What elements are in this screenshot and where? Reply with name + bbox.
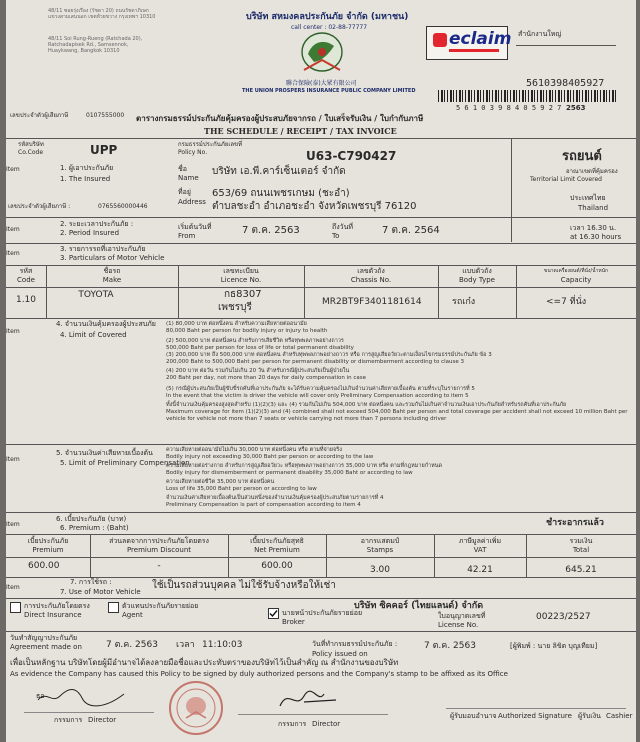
premium-value: 600.00 [28,561,60,571]
insured-tax-label: เลขประจำตัวผู้เสียภาษี : [8,203,71,210]
license-label-th: ใบอนุญาตเลขที่ [438,612,486,620]
company-name-en: THE UNION PROSPERS INSURANCE PUBLIC COMPANY LIMITED [242,88,416,94]
period-time-en: at 16.30 hours [570,233,622,241]
col-code-th: รหัส [19,267,33,275]
cover-line-4: (4) 200 บาท ต่อวัน รวมกันไม่เกิน 20 วัน สำหรับกรณีผู้ประสบภัยเป็นผู้ป่วยใน 200 Baht per day, not more than 20 days for daily compensation in case [166,368,367,381]
agreement-date: 7 ต.ค. 2563 [106,640,158,650]
prelim-line-3: ความเสียหายต่อชีวิต 35,000 บาท ต่อหนึ่งคน Loss of life 35,000 Baht per person or according to law [166,479,317,492]
agent-th: ตัวแทนประกันภัยรายย่อย [122,602,199,610]
use-value: ใช้เป็นรถส่วนบุคคล ไม่ใช้รับจ้างหรือให้เช่า [152,580,336,591]
branch-label: สำนักงานใหญ่ [518,30,562,38]
premium-label-en: 6. Premium : (Baht) [60,524,129,532]
agreement-label-th: วันทำสัญญาประกันภัย [10,634,78,642]
col-stamps-th: อากรแสตมป์ [360,537,400,545]
serial-number: 5610398405927 [526,78,605,89]
issued-label-th: วันที่ทำกรมธรรม์ประกันภัย : [312,640,398,648]
col-net-en: Net Premium [254,546,300,554]
agreement-time-label: เวลา [176,640,195,650]
col-premium-en: Premium [32,546,64,554]
prelim-label-en: 5. Limit of Preliminary Compensation [60,459,190,467]
policy-no-label-th: กรมธรรม์ประกันภัยเลขที่ [178,141,243,148]
prelim-line-4: จำนวนเงินค่าเสียหายเบื้องต้นเป็นส่วนหนึ่งของจำนวนเงินคุ้มครองผู้ประสบภัยตามรายการที่ 4 Preliminary Compensation is part of compensation according to item 4 [166,495,384,508]
vehicle-licence-1: กธ8307 [224,289,262,300]
vehicle-label-th: 3. รายการรถที่เอาประกันภัย [60,245,146,253]
cover-line-2: (2) 500,000 บาท ต่อหนึ่งคน สำหรับการเสียชีวิต หรือทุพพลภาพอย่างถาวร 500,000 Baht per person for loss of life or total permanent disability [166,338,354,351]
authorized-en: Authorized Signature [498,712,572,720]
cover-line-5: (5) กรณีผู้ประสบภัยเป็นผู้ขับขี่รถคันที่เอาประกันภัย จะได้รับความคุ้มครองไม่เกินจำนวนค่าเสียหายเบื้องต้น ตามที่ระบุในรายการที่ 5 In the event that the victim is driver the vehicle will cover only Preliminary Compensation according to item 5 [166,386,475,399]
company-logo-icon [294,30,350,80]
company-name-chinese: 聯合保險(泰)大眾有限公司 [286,80,357,87]
company-seal-icon [168,680,224,736]
broker-th: นายหน้าประกันภัยรายย่อย [282,609,363,617]
company-name-th: บริษัท สหมงคลประกันภัย จำกัด (มหาชน) [246,12,409,22]
insured-label-en: 1. The Insured [60,175,111,183]
prelim-label-th: 5. จำนวนเงินค่าเสียหายเบื้องต้น [56,449,153,457]
col-chassis-en: Chassis No. [350,276,392,284]
insured-name: บริษัท เอ.พี.คาร์เซ็นเตอร์ จำกัด [212,166,346,177]
col-vat-th: ภาษีมูลค่าเพิ่ม [458,537,502,545]
use-item: Item [6,584,20,591]
director-2-th: กรรมการ [278,720,307,728]
col-chassis-th: เลขตัวถัง [357,267,385,275]
insured-item: Item [6,166,20,173]
company-address-th: 48/11 ซอยรุ่งเรือง (รัชดา 20) ถนนรัชดาภิเษก แขวงสามเสนนอก เขตห้วยขวาง กรุงเทพฯ 10310 [48,8,156,20]
evidence-th: เพื่อเป็นหลักฐาน บริษัทโดยผู้มีอำนาจได้ลงลายมือชื่อและประทับตราของบริษัทไว้เป็นสำคัญ ณ สำนักงานของบริษัท [10,658,399,667]
prelim-line-1: ความเสียหายต่ออนามัยไม่เกิน 30,000 บาท ต่อหนึ่งคน หรือ ตามที่จ่ายจริง Bodily injury not exceeding 30,000 Baht per person or according to the law [166,447,374,460]
issued-date: 7 ต.ค. 2563 [424,641,476,651]
authorized-th: ผู้รับมอบอำนาจ [450,712,497,720]
policy-number: U63-C790427 [306,149,397,163]
cover-label-th: 4. จำนวนเงินคุ้มครองผู้ประสบภัย [56,320,156,328]
agent-en: Agent [122,611,143,619]
col-total-th: รวมเงิน [569,537,593,545]
co-code: UPP [90,143,118,157]
net-premium-value: 600.00 [261,561,293,571]
cover-line-3: (3) 200,000 บาท ถึง 500,000 บาท ต่อหนึ่งคน สำหรับทุพพลภาพอย่างถาวร หรือ การสูญเสียอวัยวะตามเงื่อนไขกรมธรรม์ประกันภัย ข้อ 3 200,000 Baht to 500,000 Baht per person for permanent disability or dismemberment according to clause 3 [166,352,492,365]
territory-label-th: อาณาเขตที่คุ้มครอง [566,168,618,175]
col-make-th: ชื่อรถ [103,267,121,275]
vehicle-code: 1.10 [15,295,37,305]
prelim-line-2: ความเสียหายต่อร่างกาย สำหรับการสูญเสียอวัยวะ หรือทุพพลภาพอย่างถาวร 35,000 บาท หรือ ตามที่กฎหมายกำหนด Bodily injury for dismemberment or permanent disability 35,000 Baht or according to law [166,463,443,476]
barcode-year: 2563 [566,104,586,112]
director-signature-1-icon [36,680,126,710]
cover-line-6: ทั้งนี้จำนวนเงินคุ้มครองสูงสุดสำหรับ (1)(2)(3) และ (4) รวมกันไม่เกิน 504,000 บาท ต่อหนึ่งคน และรวมกันไม่เกินค่าจำนวนเงินเอาประกันภัยสำหรับรถคันที่เอาประกันภัย Maximum coverage for item (1)(2)(3) and (4) combined shall not exceed 504,000 Baht per person and total coverage per accident shall not exceed 10 million Baht per vehicle for vehicle not more than 7 seats or vehicle carrying not more than 7 persons including driver [166,402,628,422]
vehicle-label-en: 3. Particulars of Motor Vehicle [60,254,165,262]
director-1-en: Director [88,716,117,724]
barcode-text: 5 6 1 0 3 9 8 4 0 5 9 2 7 [456,104,562,112]
svg-text:ธอ: ธอ [36,692,45,700]
check-icon [269,609,278,618]
stamp-duty-paid: ชำระอากรแล้ว [546,518,604,528]
name-label-th: ชื่อ [178,165,187,173]
from-label-en: From [178,232,196,240]
cover-item: Item [6,328,20,335]
to-label-th: ถึงวันที่ [332,223,353,231]
cashier-en: Cashier [606,712,633,720]
issuer-name: [ผู้พิมพ์ : นาย ลิขิต บุญเทียม] [510,642,598,650]
company-address-en: 48/11 Soi Rung-Rueng (Ratchada 20), Ratchadapisek Rd., Samsennok, Huaykwang, Bangkok 10310 [48,36,143,54]
period-to: 7 ต.ค. 2564 [382,225,440,236]
address-line-1: 653/69 ถนนเพชรเกษม (ชะอำ) [212,188,350,199]
direct-insurance-en: Direct Insurance [24,611,82,619]
title-th: ตารางกรมธรรม์ประกันภัยคุ้มครองผู้ประสบภัยจากรถ / ใบเสร็จรับเงิน / ใบกำกับภาษี [136,114,424,123]
col-make-en: Make [102,276,122,284]
agreement-time: 11:10:03 [202,640,243,650]
call-center: call center : 02-88-77777 [291,24,368,31]
vehicle-make: TOYOTA [78,290,114,300]
agreement-label-en: Agreement made on [10,643,82,651]
col-body-th: แบบตัวถัง [462,267,492,275]
col-discount-th: ส่วนลดจากการประกันภัยโดยตรง [109,537,209,545]
license-label-en: License No. [438,621,479,629]
broker-en: Broker [282,618,305,626]
vehicle-body: รถเก๋ง [452,297,476,307]
col-capacity-th: ขนาดเครื่องยนต์/ที่นั่ง/น้ำหนัก [543,268,609,274]
direct-insurance-checkbox[interactable] [10,602,21,613]
insured-tax-id: 0765560000446 [98,203,148,210]
eclaim-badge [426,26,512,60]
eclaim-logo-icon [433,33,447,47]
use-label-en: 7. Use of Motor Vehicle [60,588,141,596]
insured-label-th: 1. ผู้เอาประกันภัย [60,164,114,172]
total-value: 645.21 [565,565,597,575]
issued-label-en: Policy issued on [312,650,368,658]
period-label-th: 2. ระยะเวลาประกันภัย : [60,220,134,228]
discount-value: - [157,561,161,571]
period-from: 7 ต.ค. 2563 [242,225,300,236]
director-2-en: Director [312,720,341,728]
address-line-2: ตำบลชะอำ อำเภอชะอำ จังหวัดเพชรบุรี 76120 [212,201,417,212]
col-discount-en: Premium Discount [126,546,192,554]
cover-line-1: (1) 80,000 บาท ต่อหนึ่งคน สำหรับความเสียหายต่ออนามัย 80,000 Baht per person for bodily injury or injury to health [166,321,328,334]
vehicle-licence-2: เพชรบุรี [218,302,252,313]
stamps-value: 3.00 [369,565,391,575]
agent-checkbox[interactable] [108,602,119,613]
col-total-en: Total [572,546,590,554]
co-code-label-th: รหัสบริษัท [18,141,44,148]
barcode [438,90,618,102]
col-licence-th: เลขทะเบียน [223,267,259,275]
cover-label-en: 4. Limit of Covered [60,331,127,339]
eclaim-text: eclaim [449,29,512,49]
director-signature-2-icon [274,684,344,714]
col-vat-en: VAT [473,546,487,554]
broker-name: บริษัท ซิคคอร์ (ไทยแลนด์) จำกัด [354,601,484,611]
from-label-th: เริ่มต้นวันที่ [178,223,212,231]
co-code-label-en: Co.Code [18,149,44,156]
vehicle-item: Item [6,250,20,257]
col-code-en: Code [17,276,35,284]
col-capacity-en: Capacity [560,276,592,284]
policy-no-label-en: Policy No. [178,149,208,156]
col-premium-th: เบี้ยประกันภัย [27,537,69,545]
director-1-th: กรรมการ [54,716,83,724]
premium-item: Item [6,521,20,528]
period-item: Item [6,226,20,233]
policy-type: รถยนต์ [562,149,602,164]
use-label-th: 7. การใช้รถ : [70,578,112,586]
col-stamps-en: Stamps [366,546,394,554]
cashier-th: ผู้รับเงิน [578,712,601,720]
col-net-th: เบี้ยประกันภัยสุทธิ [250,537,304,545]
direct-insurance-th: การประกันภัยโดยตรง [24,602,90,610]
col-licence-en: Licence No. [220,276,262,284]
prelim-item: Item [6,456,20,463]
policy-document [6,0,636,742]
territory-th: ประเทศไทย [570,194,606,202]
company-tax-label: เลขประจำตัวผู้เสียภาษี [10,112,69,119]
company-tax-id: 0107555000 [86,112,125,119]
period-label-en: 2. Period Insured [60,229,120,237]
vehicle-chassis: MR2BT9F3401181614 [322,297,422,307]
license-number: 00223/2527 [536,612,591,622]
evidence-en: As evidence the Company has caused this Policy to be signed by duly authorized persons and the Company's stamp to be affixed as its Office [10,670,508,678]
premium-label-th: 6. เบี้ยประกันภัย (บาท) [56,515,127,523]
to-label-en: To [332,232,340,240]
territory-en: Thailand [578,204,609,212]
col-body-en: Body Type [459,276,495,284]
title-en: THE SCHEDULE / RECEIPT / TAX INVOICE [204,126,397,136]
address-label-en: Address [178,198,206,206]
territory-label-en: Territorial Limit Covered [530,176,602,183]
period-time-th: เวลา 16.30 น. [570,224,617,232]
name-label-en: Name [178,174,199,182]
vehicle-capacity: <=7 ที่นั่ง [546,297,587,307]
vat-value: 42.21 [467,565,493,575]
address-label-th: ที่อยู่ [178,188,191,196]
broker-checkbox[interactable] [268,608,279,619]
